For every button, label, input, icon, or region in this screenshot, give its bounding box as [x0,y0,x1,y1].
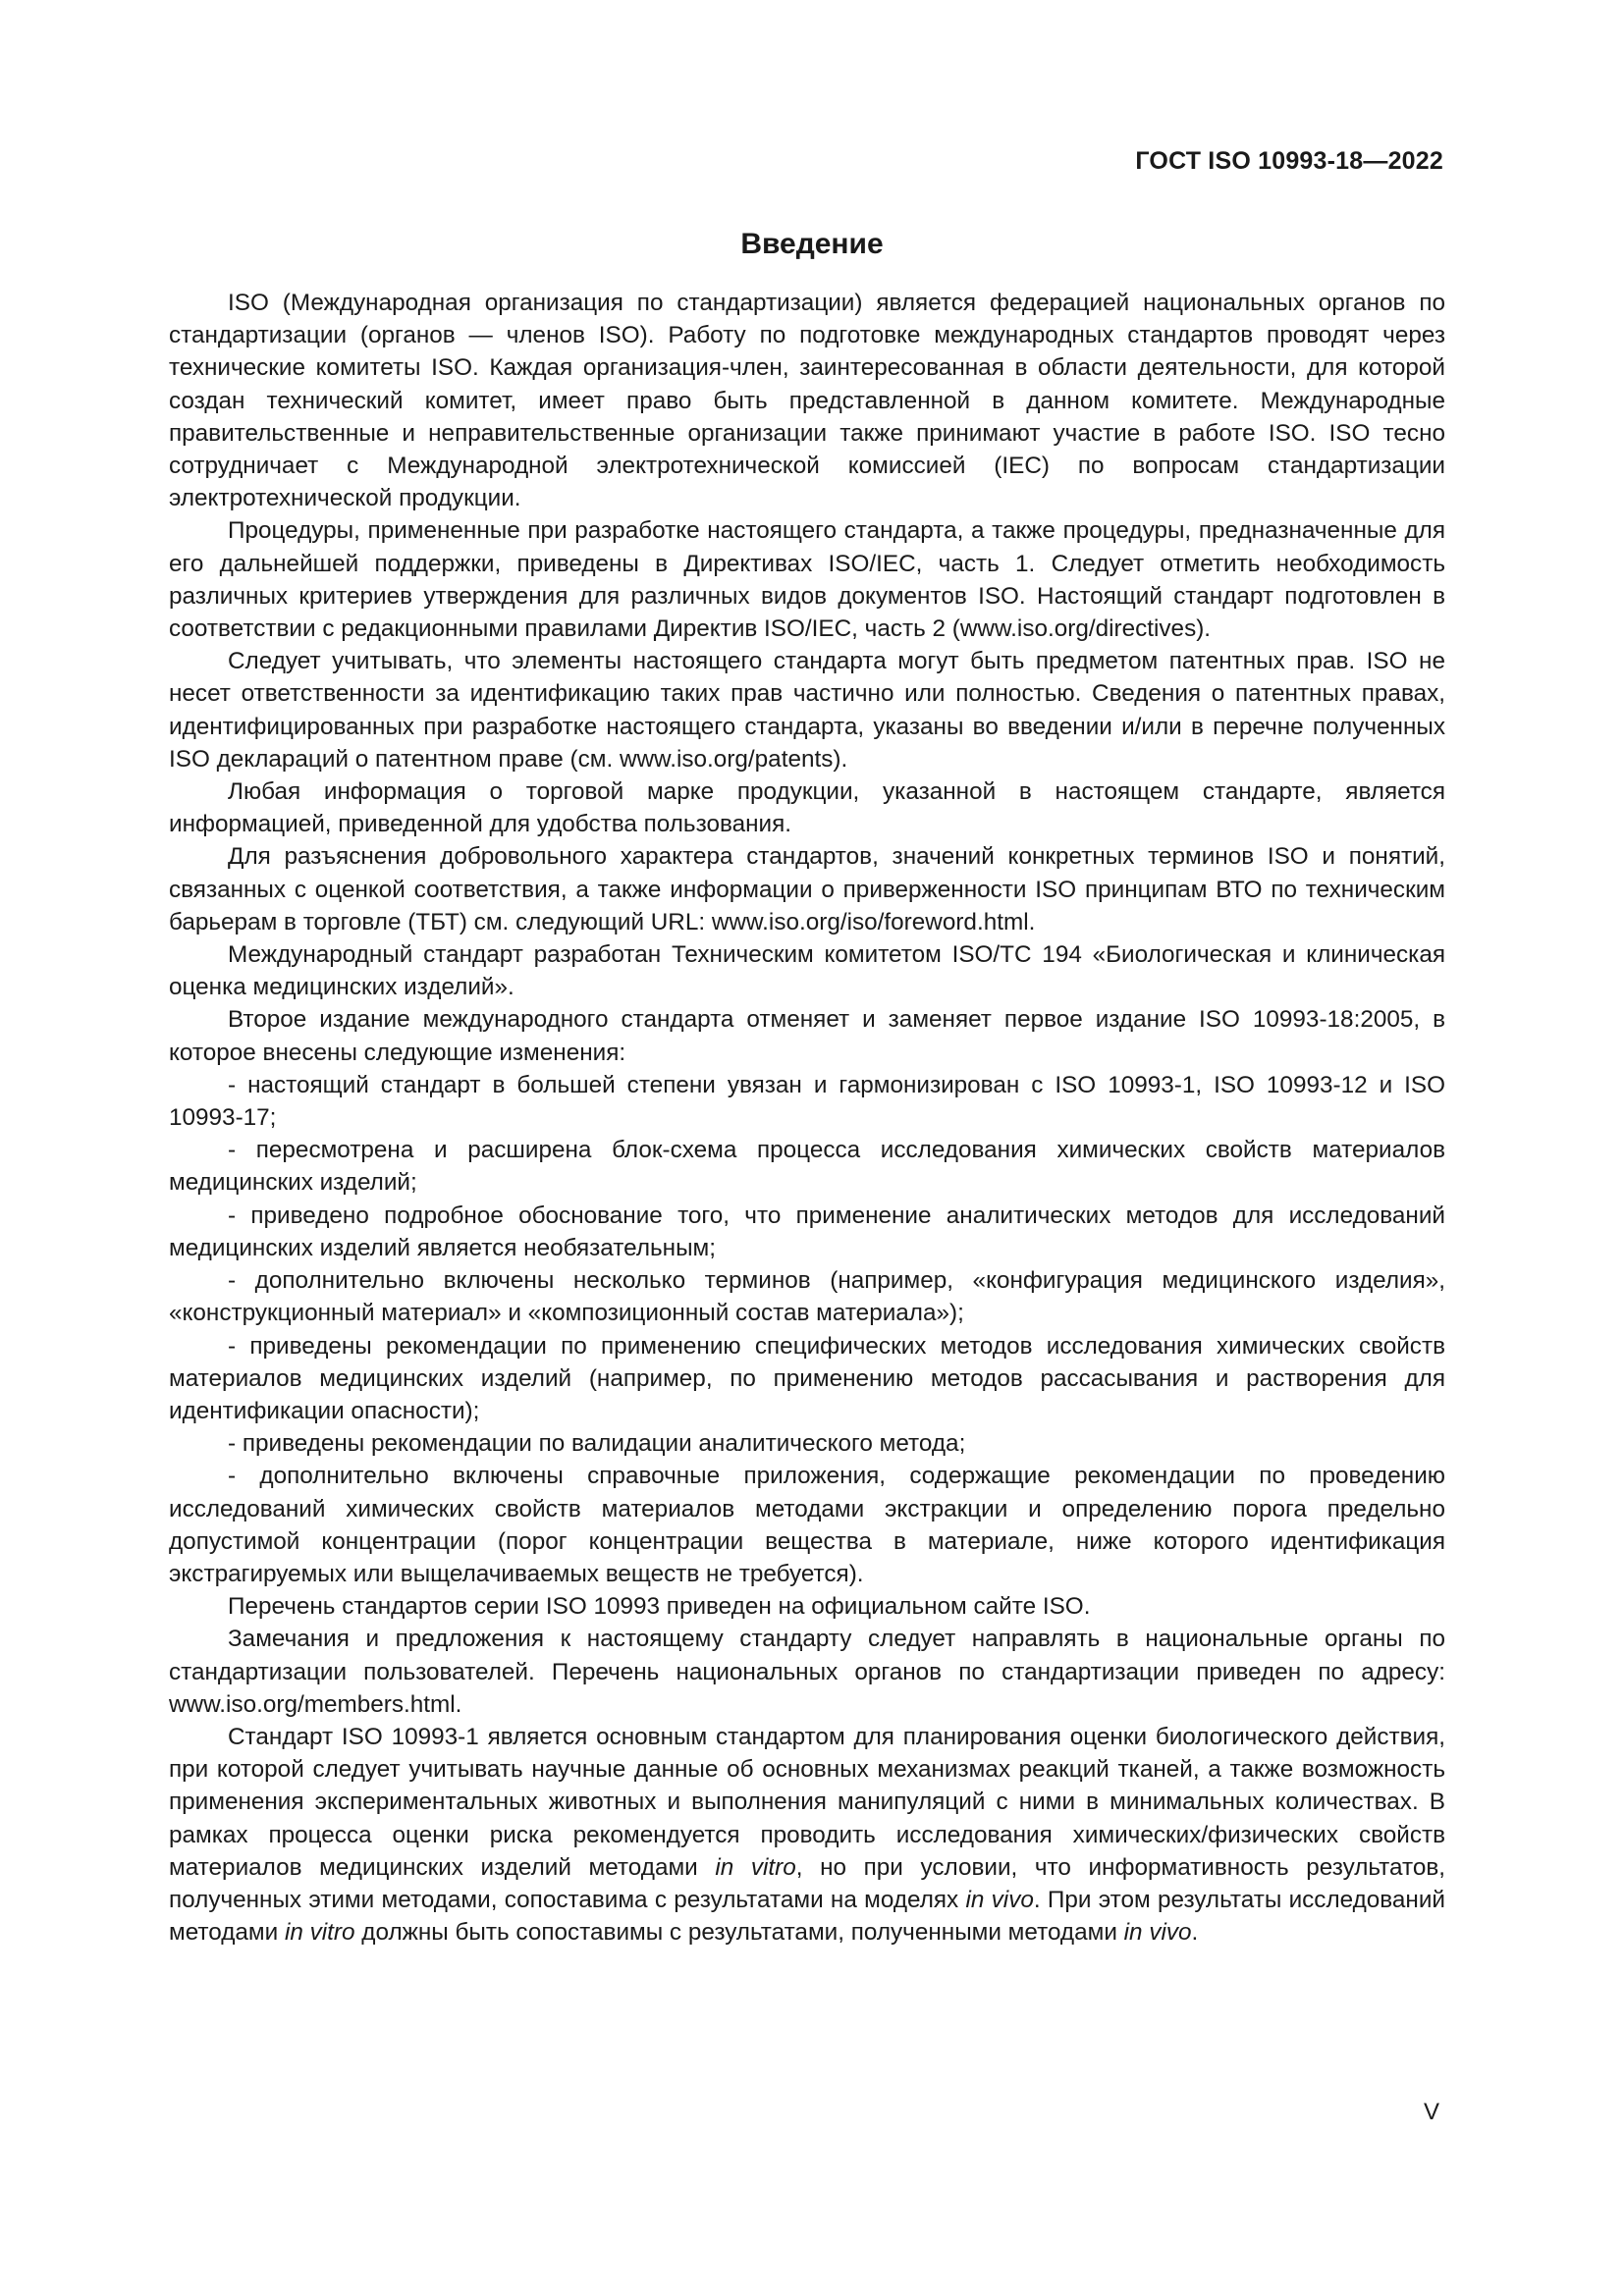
page-number: V [1423,2099,1439,2125]
list-item: - приведено подробное обоснование того, что применение аналитических методов для исследований медицинских изделий является необязательным; [169,1201,1445,1261]
list-item: - дополнительно включены справочные приложения, содержащие рекомендации по проведению исследований химических свойств материалов методами экстракции и определению порога предельно допустимой концентрации (порог концентрации вещества в материале, ниже которого идентификация экстрагируемых или выщелачиваемых веществ не требуется). [169,1463,1445,1587]
section-title: Введение [740,228,884,260]
paragraph: ISO (Международная организация по стандартизации) является федерацией национальных органов по стандартизации (органов — членов ISO). Работу по подготовке международных стандартов проводят через технические комитеты ISO. Каждая организация-член, заинтересованная в области деятельности, для которой создан технический комитет, имеет право быть представленной в данном комитете. Международные правительственные и неправительственные организации также принимают участие в работе ISO. ISO тесно сотрудничает с Международной электротехнической комиссией (IEC) по вопросам стандартизации электротехнической продукции. [169,290,1445,512]
paragraph: Для разъяснения добровольного характера стандартов, значений конкретных терминов ISO и понятий, связанных с оценкой соответствия, а также информации о приверженности ISO принципам ВТО по техническим барьерам в торговле (ТБТ) см. следующий URL: www.iso.org/iso/foreword.html. [169,843,1445,935]
text-segment: , но при условии, что информативность результатов, полученных этими методами, сопоставима с результатами на моделях [169,1853,1446,1913]
paragraph: Процедуры, примененные при разработке настоящего стандарта, а также процедуры, предназначенные для его дальнейшей поддержки, приведены в Директивах ISO/IEC, часть 1. Следует отметить необходимость различных критериев утверждения для различных видов документов ISO. Настоящий стандарт подготовлен в соответствии с редакционными правилами Директив ISO/IEC, часть 2 (www.iso.org/directives). [169,517,1445,643]
text-segment: . При этом результаты исследований методами [169,1886,1445,1947]
list-item: - пересмотрена и расширена блок-схема процесса исследования химических свойств материалов медицинских изделий; [169,1137,1445,1197]
paragraph-last [169,1721,1445,1949]
text-segment: Стандарт ISO 10993-1 является основным стандартом для планирования оценки биологического действия, при которой следует учитывать научные данные об основных механизмах реакций тканей, а также возможность применения экспериментальных животных и выполнения манипуляций с ними в минимальных количествах. В рамках процесса оценки риска рекомендуется проводить исследования химических/физических свойств материалов медицинских изделий методами [169,1723,1445,1881]
document-body [169,287,1445,1949]
italic-term: in vitro [715,1853,796,1881]
list-item: - дополнительно включены несколько терминов (например, «конфигурация медицинского изделия», «конструкционный материал» и «композиционный состав материала»); [169,1267,1445,1327]
italic-term: in vivo [1123,1919,1192,1947]
document-code: ГОСТ ISO 10993-18—2022 [1135,147,1443,175]
italic-term: in vivo [965,1886,1034,1913]
italic-term: in vitro [284,1919,355,1947]
paragraph: Перечень стандартов серии ISO 10993 приведен на официальном сайте ISO. [228,1593,1091,1621]
paragraph: Замечания и предложения к настоящему стандарту следует направлять в национальные органы по стандартизации пользователей. Перечень национальных органов по стандартизации приведен по адресу: www.iso.org/members.html. [169,1626,1445,1718]
list-item: - приведены рекомендации по валидации аналитического метода; [228,1430,966,1458]
paragraph: Второе издание международного стандарта отменяет и заменяет первое издание ISO 10993-18:2005, в которое внесены следующие изменения: [169,1006,1445,1066]
paragraph: Любая информация о торговой марке продукции, указанной в настоящем стандарте, является информацией, приведенной для удобства пользования. [169,778,1445,838]
list-item: - приведены рекомендации по применению специфических методов исследования химических свойств материалов медицинских изделий (например, по применению методов рассасывания и растворения для идентификации опасности); [169,1332,1445,1424]
list-item: - настоящий стандарт в большей степени увязан и гармонизирован с ISO 10993-1, ISO 10993-12 и ISO 10993-17; [169,1071,1445,1132]
text-segment: должны быть сопоставимы с результатами, полученными методами [354,1919,1124,1947]
paragraph: Следует учитывать, что элементы настоящего стандарта могут быть предметом патентных прав. ISO не несет ответственности за идентификацию таких прав частично или полностью. Сведения о патентных правах, идентифицированных при разработке настоящего стандарта, указаны во введении и/или в перечне полученных ISO деклараций о патентном праве (см. www.iso.org/patents). [169,648,1445,773]
paragraph: Международный стандарт разработан Техническим комитетом ISO/TC 194 «Биологическая и клиническая оценка медицинских изделий». [169,941,1445,1001]
text-segment: . [1191,1919,1199,1947]
